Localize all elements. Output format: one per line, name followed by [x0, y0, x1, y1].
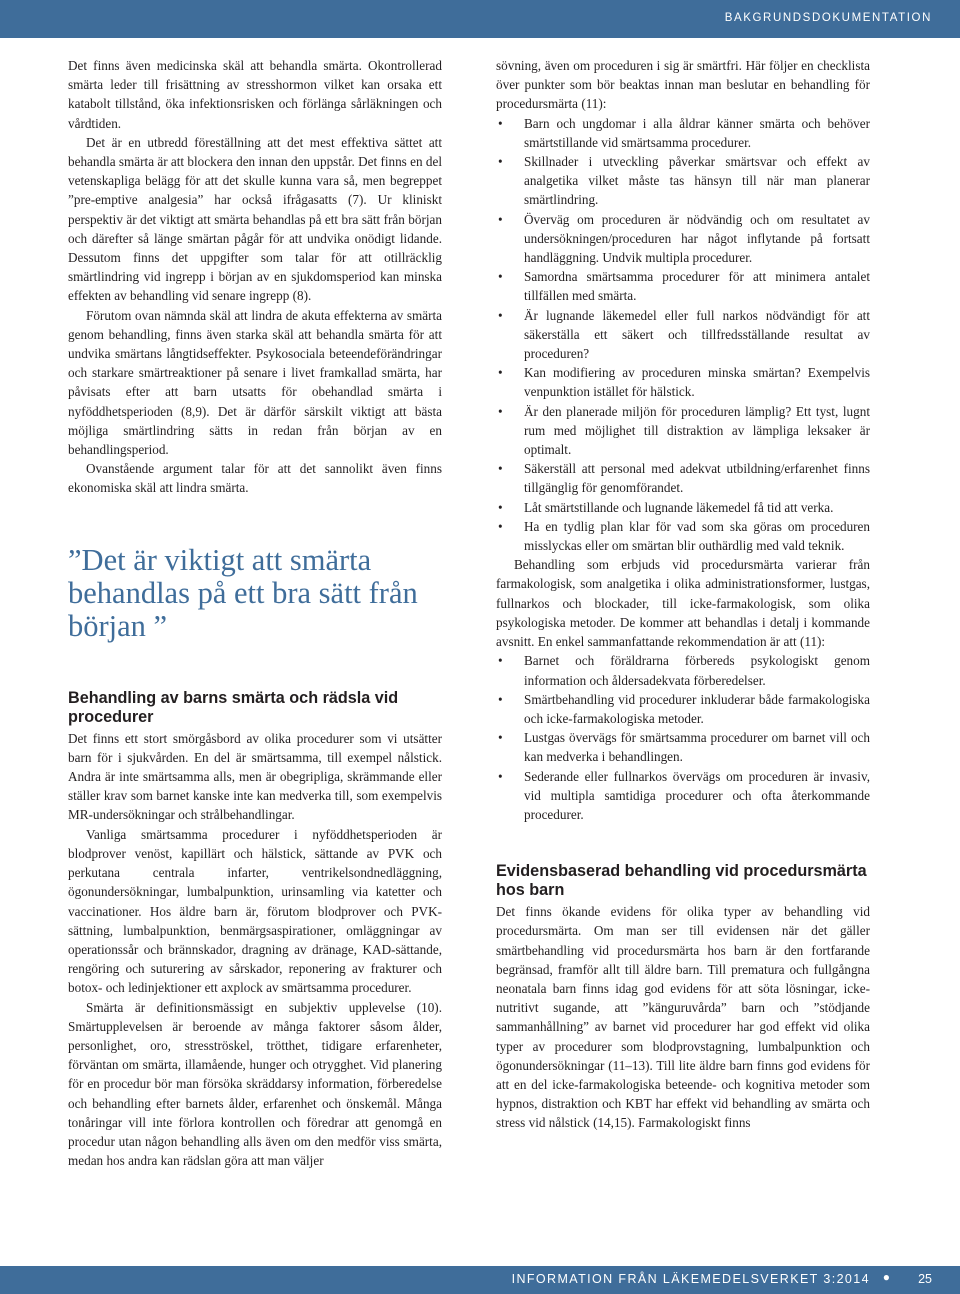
- list-item: • Säkerställ att personal med adekvat utbildning/erfarenhet finns tillgänglig för genomförandet.: [496, 459, 870, 497]
- separator-dot-icon: ●: [882, 1270, 890, 1284]
- footer-bar: [0, 1266, 960, 1294]
- list-item: • Samordna smärtsamma procedurer för att minimera antalet tillfällen med smärta.: [496, 267, 870, 305]
- list-item: • Kan modifiering av proceduren minska smärtan? Exempelvis venpunktion istället för hälstick.: [496, 363, 870, 401]
- list-item: • Barnet och föräldrarna förbereds psykologiskt genom information och åldersadekvata förberedelser.: [496, 651, 870, 689]
- list-item: • Är den planerade miljön för proceduren lämplig? Ett tyst, lugnt rum med möjlighet till distraktion av lämpliga leksaker är optimalt.: [496, 402, 870, 460]
- list-item: • Smärtbehandling vid procedurer inkluderar både farmakologiska och icke-farmakologiska metoder.: [496, 690, 870, 728]
- section-heading: Behandling av barns smärta och rädsla vid procedurer: [68, 688, 399, 726]
- list-item: • Barn och ungdomar i alla åldrar känner smärta och behöver smärtstillande vid smärtsamma procedurer.: [496, 114, 870, 152]
- checklist: [496, 114, 870, 556]
- body-paragraph: Förutom ovan nämnda skäl att lindra de akuta effekterna av smärta genom behandling, finns även starka skäl att behandla smärta för att undvika smärtans långtidseffekter. Psykosociala beteendeförändringar och starkare smärtreaktioner på senare i livet framkallad smärta, har påvisats efter att barn utsatts för obehandlad smärta i nyföddhetsperioden (8,9). Det är därför särskilt viktigt att bästa möjliga smärtlindring sätts in redan från början av en behandlingsperiod.: [68, 307, 442, 458]
- publication-name: INFORMATION FRÅN LÄKEMEDELSVERKET 3:2014: [511, 1272, 870, 1286]
- body-paragraph: Det finns ökande evidens för olika typer av behandling vid procedursmärta. Om man ser till evidensen när det gäller smärtbehandling vid procedursmärta hos barn är den fortfarande begränsad, framför allt till äldre barn. Till prematura och fullgångna neonatala barn finns idag god evidens för att söta lösningar, icke-nutritivt sugande, att ”känguruvårda” barn och ”stödjande sammanhållning” av barnet vid procedurer har god effekt vid olika typer av procedurer som blodprovstagning, lumbalpunktion och ögonundersökningar (11–13). Till lite äldre barn finns god evidens för att en del icke-farmakologiska beteende- och kognitiva metoder som hypnos, distraktion och KBT har effekt vid behandling av smärta och stress vid nålstick (14,15). Farmakologiskt finns: [496, 904, 870, 1131]
- list-item: • Ha en tydlig plan klar för vad som ska göras om proceduren misslyckas eller om smärtan blir outhärdlig med vald teknik.: [496, 517, 870, 555]
- right-column: [496, 56, 870, 1133]
- body-paragraph: Smärta är definitionsmässigt en subjektiv upplevelse (10). Smärtupplevelsen är beroende av många faktorer såsom ålder, personlighet, oro, stresströskel, trötthet, tidigare erfarenheter, förväntan om smärta, illamående, hunger och otrygghet. Vid planering för en procedur bör man försöka skräddarsy information, förberedelse och behandling efter barnets ålder, erfarenhet och önskemål. Många tonåringar vill inte förlora kontrollen och föredrar att genomgå en procedur utan någon behandling alls även om den medför viss smärta, medan hos andra kan rädslan göra att man väljer: [68, 999, 442, 1169]
- body-paragraph: Behandling som erbjuds vid procedursmärta varierar från farmakologisk, som analgetika i olika administrationsformer, lustgas, fullnarkos och blockader, till icke-farmakologisk, som olika psykologiska metoder. De kommer att behandlas i detalj i kommande avsnitt. En enkel sammanfattande rekommendation är att (11):: [496, 557, 870, 650]
- list-item: • Sederande eller fullnarkos övervägs om proceduren är invasiv, vid multipla samtidiga procedurer och ofta återkommande procedurer.: [496, 767, 870, 825]
- pull-quote: ”Det är viktigt att smärta behandlas på ett bra sätt från början ”: [68, 542, 418, 643]
- list-item: • Lustgas övervägs för smärtsamma procedurer om barnet vill och kan medverka i behandlingen.: [496, 728, 870, 766]
- section-heading: Evidensbaserad behandling vid procedursmärta hos barn: [496, 862, 867, 900]
- left-column: [68, 56, 442, 1170]
- page-number: 25: [918, 1272, 932, 1286]
- body-paragraph: Det finns ett stort smörgåsbord av olika procedurer som vi utsätter barn för i sjukvården. En del är smärtsamma, till exempel nålstick. Andra är inte smärtsamma alls, men är obegripliga, skrämmande eller ställer krav som barnet kanske inte kan medverka till, som exempelvis MR-undersökningar och strålbehandlingar.: [68, 730, 442, 823]
- header-bar: [0, 0, 960, 38]
- recommendation-list: [496, 651, 870, 824]
- list-item: • Överväg om proceduren är nödvändig och om resultatet av undersökningen/proceduren har något inflytande på fortsatt handläggning. Undvik multipla procedurer.: [496, 210, 870, 268]
- body-paragraph: Det är en utbredd föreställning att det mest effektiva sättet att behandla smärta är att blockera den innan den uppstår. Det finns en del vetenskapliga belägg för att det skulle kunna vara så, men begreppet ”pre-emptive analgesia” har också ifrågasatts (7). Ur kliniskt perspektiv är det viktigt att smärta behandlas på ett bra sätt från början och därefter så länge smärtan pågår för att undvika onödigt lidande. Dessutom finns det uppgifter som talar för att otillräcklig smärtlindring vid ingrepp i början av en sjukdomsperiod kan minska effekten av behandling vid senare ingrepp (8).: [68, 134, 442, 304]
- body-paragraph: Vanliga smärtsamma procedurer i nyföddhetsperioden är blodprover venöst, kapillärt och hälstick, sättande av PVK och perkutana centrala infarter, ventrikelsondnedläggning, ögonundersökningar, lumbalpunktion, urinsamling via katetter och vaccinationer. Hos äldre barn är, förutom blodprover och PVK-sättning, lumbalpunktion, benmärgsaspirationer, omläggningar av operationssår och brännskador, dragning av dränage, KAD-sättande, rengöring och suturering av sårskador, reponering av frakturer och botox- och ledinjektioner ett axplock av smärtsamma procedurer.: [68, 826, 442, 996]
- list-item: • Skillnader i utveckling påverkar smärtsvar och effekt av analgetika vilket måste tas hänsyn till när man planerar smärtlindring.: [496, 152, 870, 210]
- section-label: BAKGRUNDSDOKUMENTATION: [724, 12, 932, 24]
- body-paragraph: sövning, även om proceduren i sig är smärtfri. Här följer en checklista över punkter som bör beaktas innan man beslutar en behandling för procedursmärta (11):: [496, 58, 870, 112]
- body-paragraph: Ovanstående argument talar för att det sannolikt även finns ekonomiska skäl att lindra smärta.: [68, 461, 442, 496]
- body-paragraph: Det finns även medicinska skäl att behandla smärta. Okontrollerad smärta leder till frisättning av stresshormon vilket kan orsaka ett katabolt tillstånd, öka infektionsrisken och förlänga sårläkningen och vårdtiden.: [68, 58, 442, 131]
- list-item: • Är lugnande läkemedel eller full narkos nödvändigt för att säkerställa ett säkert och tillfredsställande resultat av proceduren?: [496, 306, 870, 364]
- list-item: • Låt smärtstillande och lugnande läkemedel få tid att verka.: [496, 498, 870, 517]
